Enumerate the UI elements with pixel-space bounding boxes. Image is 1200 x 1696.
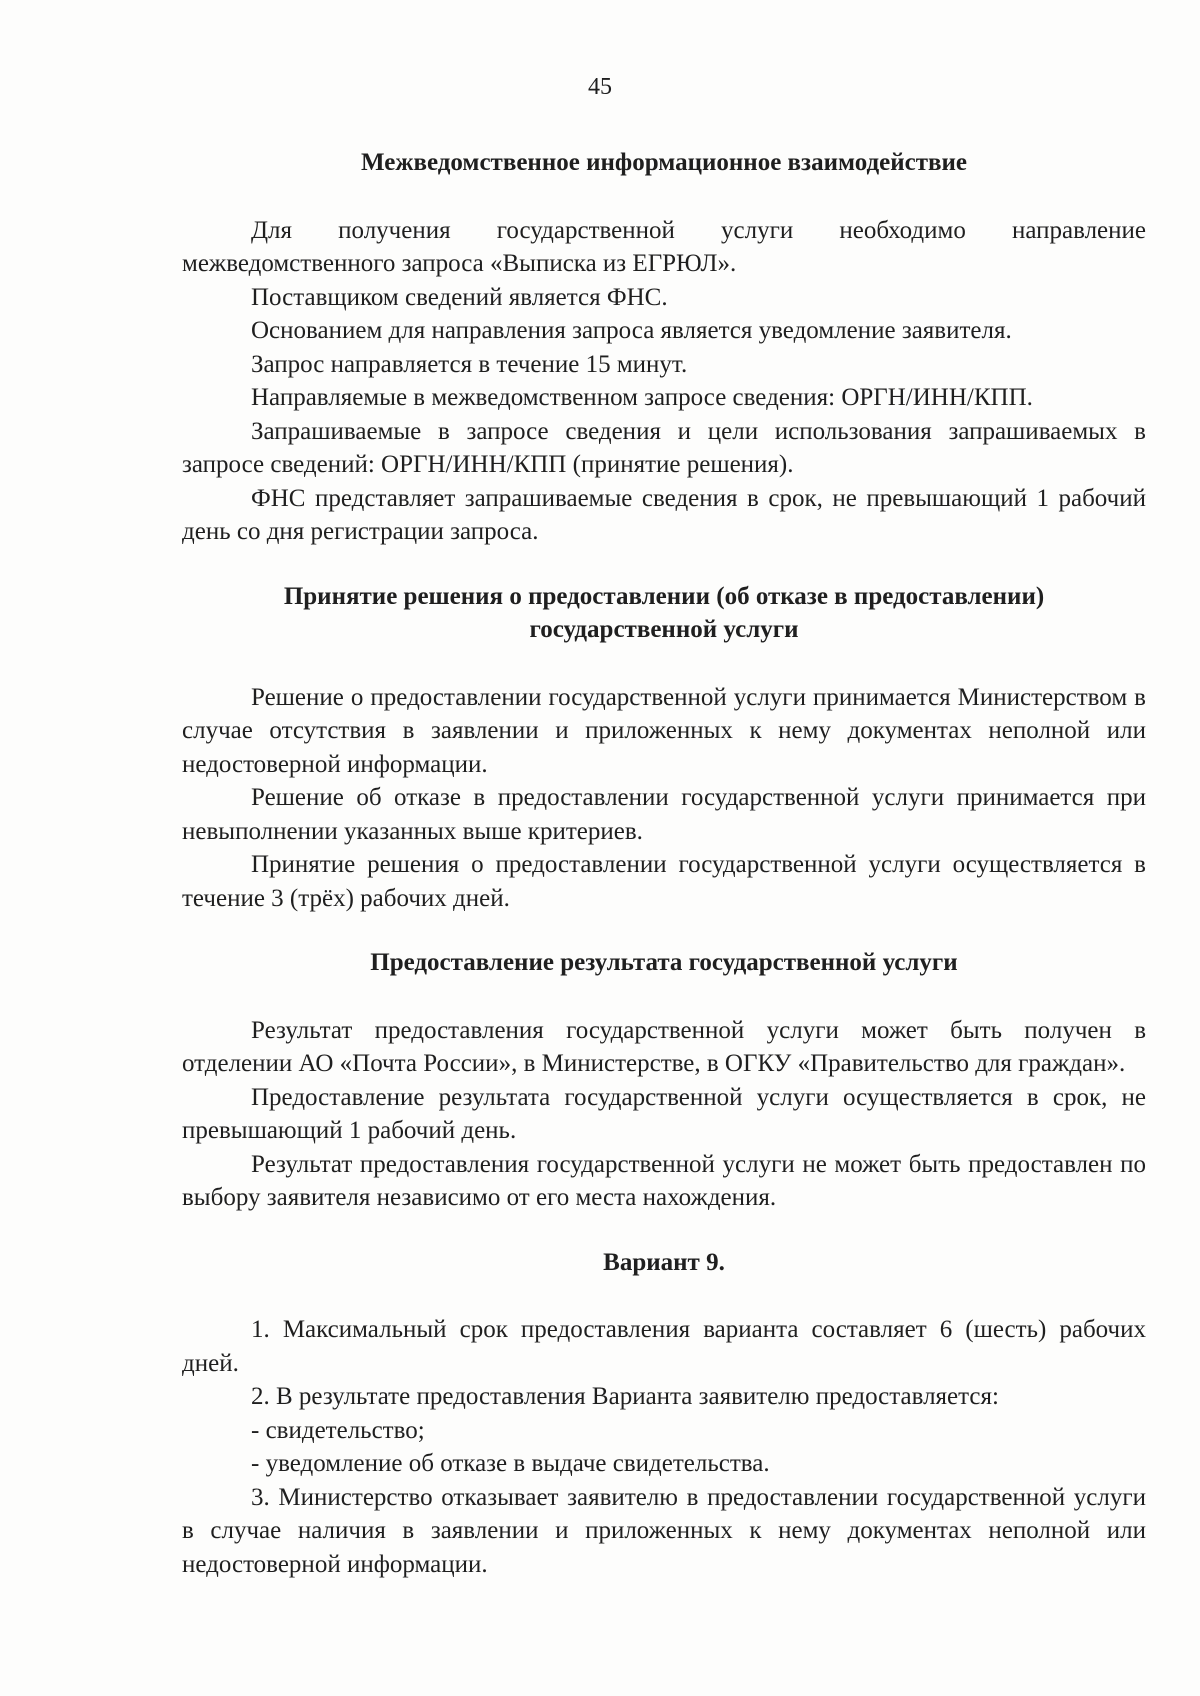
section-heading-decision-line1: Принятие решения о предоставлении (об отказе в предоставлении) (283, 582, 1045, 610)
list-item-1: 1. Максимальный срок предоставления варианта составляет 6 (шесть) рабочих дней. (182, 1316, 1146, 1377)
page-number: 45 (588, 74, 612, 100)
paragraph: Результат предоставления государственной услуги не может быть предоставлен по выбору заявителя независимо от его места нахождения. (182, 1150, 1146, 1211)
paragraph: Решение о предоставлении государственной услуги принимается Министерством в случае отсутствия в заявлении и приложенных к нему документах неполной или недостоверной информации. (182, 683, 1146, 778)
list-bullet-refusal-notice: - уведомление об отказе в выдаче свидетельства. (251, 1450, 770, 1477)
section-heading-result: Предоставление результата государственной услуги (370, 949, 958, 976)
section-heading-decision-line2: государственной услуги (529, 616, 799, 643)
list-item-2: 2. В результате предоставления Варианта заявителю предоставляется: (251, 1383, 999, 1410)
section-heading-variant-9: Вариант 9. (603, 1248, 725, 1276)
paragraph: ФНС представляет запрашиваемые сведения в срок, не превышающий 1 рабочий день со дня регистрации запроса. (182, 484, 1146, 545)
paragraph: Для получения государственной услуги необходимо направление межведомственного запроса «Выписка из ЕГРЮЛ». (182, 216, 1146, 277)
paragraph: Поставщиком сведений является ФНС. (251, 283, 668, 311)
paragraph: Принятие решения о предоставлении государственной услуги осуществляется в течение 3 (трёх) рабочих дней. (182, 851, 1146, 912)
paragraph: Запрашиваемые в запросе сведения и цели использования запрашиваемых в запросе сведений: ОРГН/ИНН/КПП (принятие решения). (182, 417, 1146, 478)
paragraph: Решение об отказе в предоставлении государственной услуги принимается при невыполнении указанных выше критериев. (182, 784, 1146, 845)
list-bullet-certificate: - свидетельство; (251, 1416, 425, 1444)
paragraph: Основанием для направления запроса является уведомление заявителя. (251, 317, 1012, 344)
paragraph: Запрос направляется в течение 15 минут. (251, 350, 688, 378)
section-heading-interagency: Межведомственное информационное взаимодействие (361, 149, 967, 176)
paragraph: Направляемые в межведомственном запросе сведения: ОРГН/ИНН/КПП. (251, 384, 1033, 411)
list-item-3: 3. Министерство отказывает заявителю в предоставлении государственной услуги в случае наличия в заявлении и приложенных к нему документах неполной или недостоверной информации. (182, 1483, 1146, 1578)
paragraph: Предоставление результата государственной услуги осуществляется в срок, не превышающий 1 рабочий день. (182, 1083, 1146, 1144)
document-body (182, 146, 1146, 1581)
section-heading-decision (182, 580, 1146, 647)
paragraph: Результат предоставления государственной услуги может быть получен в отделении АО «Почта России», в Министерстве, в ОГКУ «Правительство для граждан». (182, 1016, 1146, 1077)
